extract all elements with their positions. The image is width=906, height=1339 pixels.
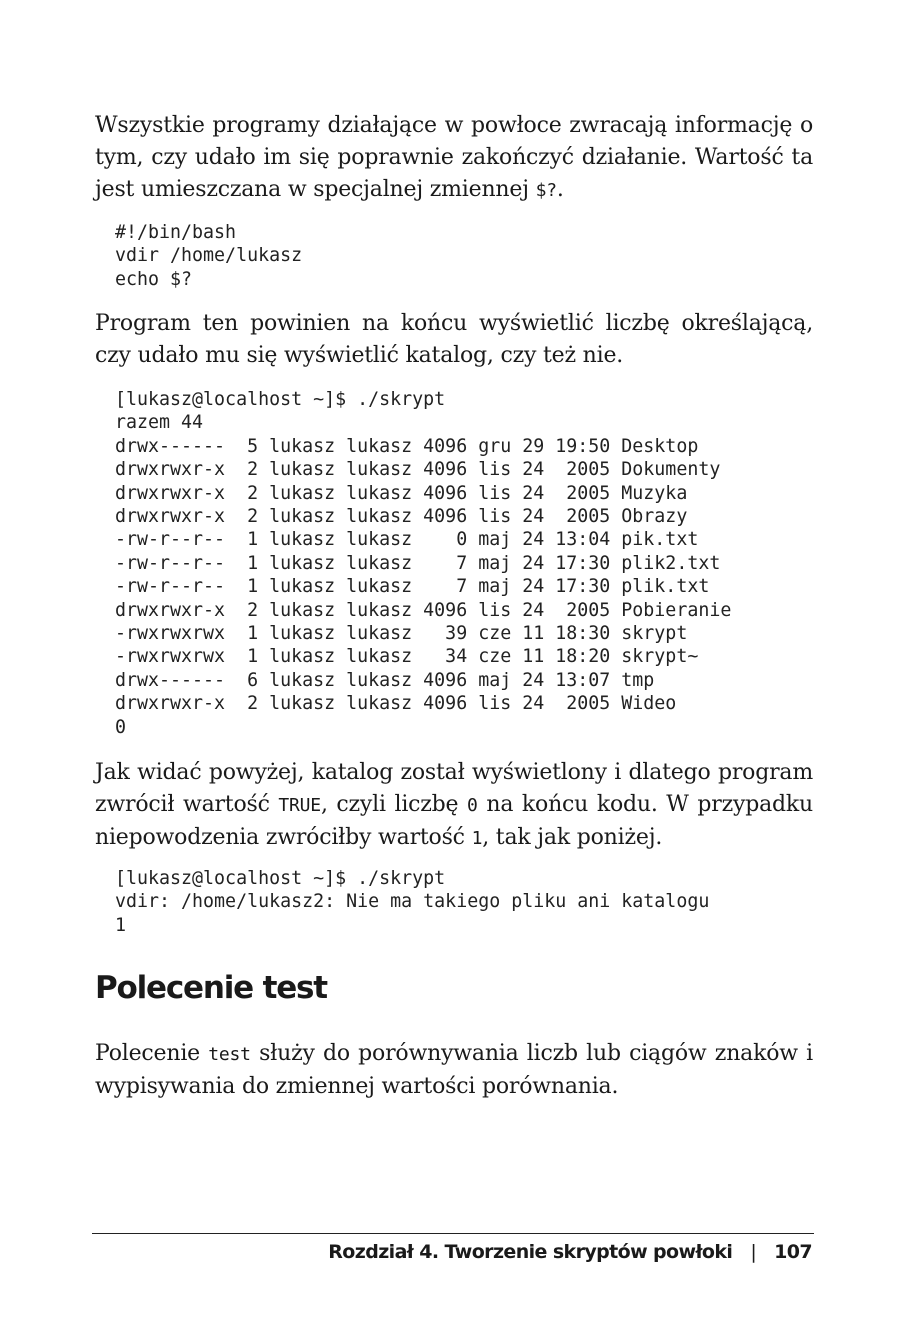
paragraph-text: , tak jak poniżej.: [482, 825, 663, 850]
paragraph-program-description: Program ten powinien na końcu wyświetlić liczbę określającą, czy udało mu się wyświetlić katalog, czy też nie.: [95, 311, 813, 368]
inline-code-test: test: [208, 1044, 251, 1065]
inline-code-true: TRUE: [278, 795, 321, 816]
code-block-output-failure: [lukasz@localhost ~]$ ./skrypt vdir: /home/lukasz2: Nie ma takiego pliku ani katalogu 1: [115, 868, 710, 936]
footer-divider: [92, 1233, 814, 1234]
footer-separator: |: [750, 1241, 757, 1263]
paragraph-text: służy do porównywania liczb lub ciągów znaków i wypisywania do zmiennej wartości porównania.: [95, 1041, 813, 1099]
paragraph-text: Jak widać powyżej, katalog został wyświetlony i dlatego program zwrócił wartość: [95, 760, 813, 817]
paragraph-text: Polecenie: [95, 1041, 209, 1066]
footer-chapter-title: Rozdział 4. Tworzenie skryptów powłoki: [328, 1241, 733, 1263]
footer-page-number: 107: [774, 1241, 812, 1263]
page-footer: [328, 1241, 812, 1263]
paragraph-text: Wszystkie programy działające w powłoce zwracają informację o tym, czy udało im się poprawnie zakończyć działanie. Wartość ta jest umieszczana w specjalnej zmiennej: [95, 113, 813, 202]
paragraph-text: .: [556, 177, 564, 202]
paragraph-result-explanation: [95, 757, 813, 855]
paragraph-text: , czyli liczbę: [320, 792, 468, 817]
inline-code-one: 1: [471, 828, 483, 849]
section-heading: Polecenie test: [95, 970, 327, 1006]
paragraph-text: na końcu kodu. W przypadku niepowodzenia zwróciłby wartość: [95, 792, 813, 850]
paragraph-test-command: [95, 1038, 813, 1103]
paragraph-exit-status-intro: [95, 110, 813, 207]
code-block-script: #!/bin/bash vdir /home/lukasz echo $?: [115, 222, 303, 290]
code-block-output-success: [lukasz@localhost ~]$ ./skrypt razem 44 drwx------ 5 lukasz lukasz 4096 gru 29 19:50 Desktop drwxrwxr-x 2 lukasz lukasz 4096 lis 24 2005 Dokumenty drwxrwxr-x 2 lukasz lukasz 4096 lis 24 2005 Muzyka drwxrwxr-x 2 lukasz lukasz 4096 lis 24 2005 Obrazy -rw-r--r-- 1 lukasz lukasz 0 maj 24 13:04 pik.txt -rw-r--r-- 1 lukasz lukasz 7 maj 24 17:30 plik2.txt -rw-r--r-- 1 lukasz lukasz 7 maj 24 17:30 plik.txt drwxrwxr-x 2 lukasz lukasz 4096 lis 24 2005 Pobieranie -rwxrwxrwx 1 lukasz lukasz 39 cze 11 18:30 skrypt -rwxrwxrwx 1 lukasz lukasz 34 cze 11 18:20 skrypt~ drwx------ 6 lukasz lukasz 4096 maj 24 13:07 tmp drwxrwxr-x 2 lukasz lukasz 4096 lis 24 2005 Wideo 0: [115, 389, 732, 738]
inline-code-zero: 0: [467, 795, 478, 816]
inline-code-exit-var: $?: [535, 180, 557, 201]
